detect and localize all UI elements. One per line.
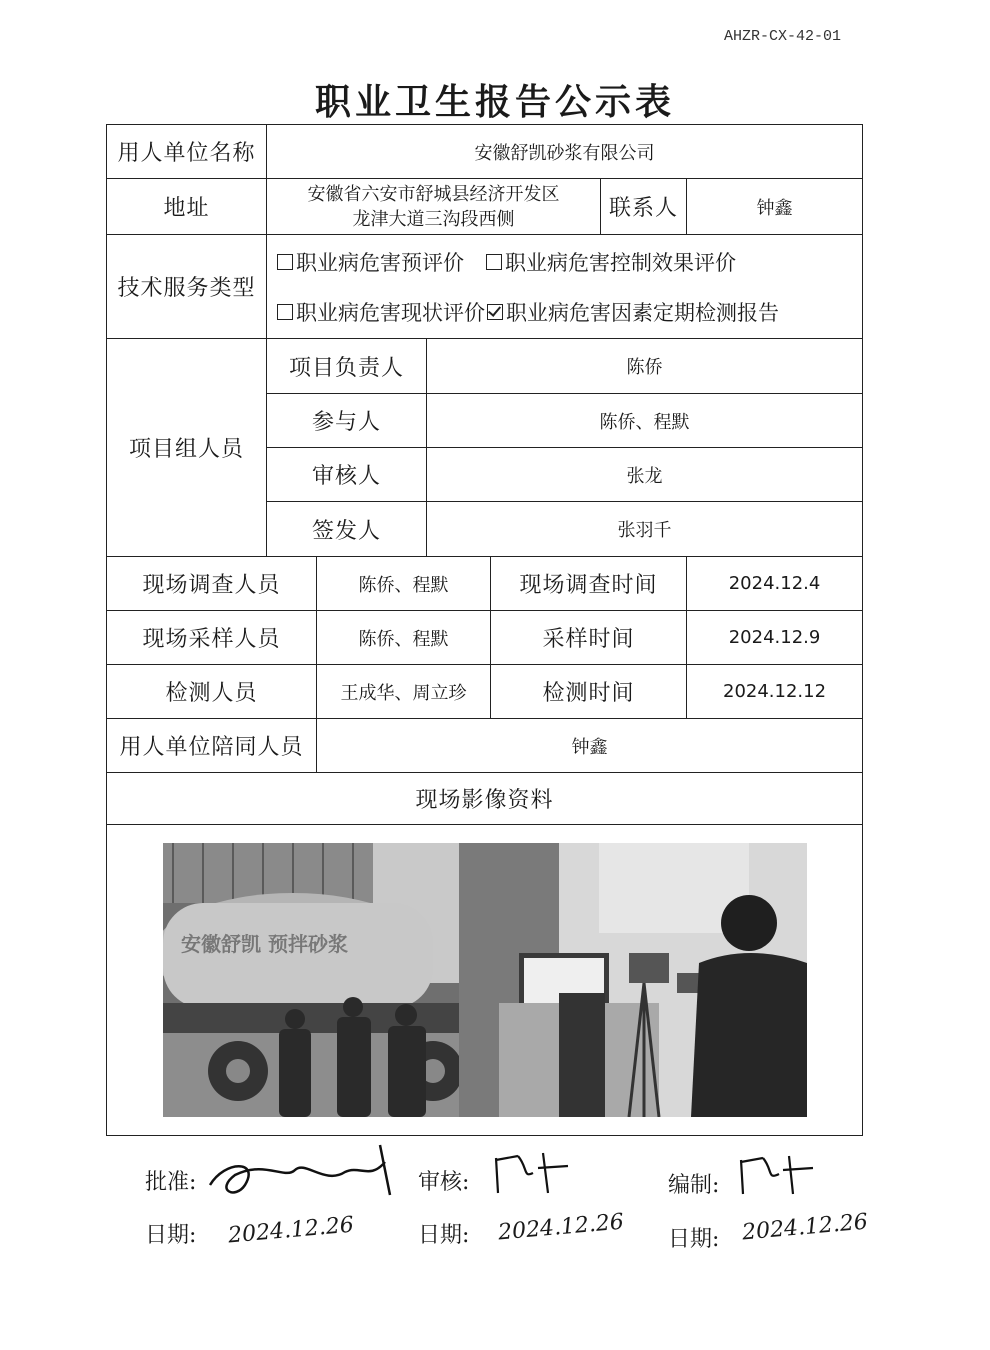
- review-date: 2024.12.26: [497, 1209, 625, 1246]
- checkbox-icon: [486, 254, 502, 270]
- field-time-label: 现场调查时间: [491, 557, 687, 611]
- employer-row: [107, 125, 863, 179]
- field-label: 现场调查人员: [107, 557, 317, 611]
- images-cell: [107, 825, 863, 1136]
- team-name: 张龙: [427, 448, 863, 502]
- option-periodic-detection[interactable]: 职业病危害因素定期检测报告: [487, 297, 779, 327]
- field-value: 陈侨、程默: [317, 557, 491, 611]
- field-time: 2024.12.9: [687, 611, 863, 665]
- escort-label: 用人单位陪同人员: [107, 719, 317, 773]
- escort-row: [107, 719, 863, 773]
- address-value: [267, 179, 601, 235]
- field-value: 陈侨、程默: [317, 611, 491, 665]
- field-label: 现场采样人员: [107, 611, 317, 665]
- document-code: AHZR-CX-42-01: [724, 28, 842, 45]
- field-time-label: 采样时间: [491, 611, 687, 665]
- address-row: [107, 179, 863, 235]
- approve-label: 批准:: [145, 1170, 197, 1195]
- approve-date: 2024.12.26: [227, 1212, 355, 1249]
- field-time: 2024.12.4: [687, 557, 863, 611]
- sampling-photo: [459, 843, 807, 1117]
- field-row: [107, 665, 863, 719]
- escort-value: 钟鑫: [317, 719, 863, 773]
- review-label: 审核:: [418, 1170, 470, 1195]
- option-control-evaluation[interactable]: 职业病危害控制效果评价: [486, 247, 736, 277]
- service-type-options: [267, 235, 863, 339]
- field-time: 2024.12.12: [687, 665, 863, 719]
- field-time-label: 检测时间: [491, 665, 687, 719]
- page-title: 职业卫生报告公示表: [314, 82, 675, 123]
- field-label: 检测人员: [107, 665, 317, 719]
- address-line1: 安徽省六安市舒城县经济开发区: [307, 183, 560, 205]
- approve-signature: [205, 1140, 415, 1200]
- prepare-label: 编制:: [668, 1173, 720, 1198]
- checkbox-icon: [277, 254, 293, 270]
- prepare-signature: [735, 1152, 825, 1202]
- employer-value: 安徽舒凯砂浆有限公司: [267, 125, 863, 179]
- option-pre-evaluation[interactable]: 职业病危害预评价: [277, 247, 464, 277]
- truck-label: 安徽舒凯 预拌砂浆: [180, 932, 348, 956]
- images-row: [107, 825, 863, 1136]
- service-type-label: 技术服务类型: [107, 235, 267, 339]
- review-date-label: 日期:: [418, 1223, 470, 1248]
- contact-label: 联系人: [601, 179, 687, 235]
- field-row: [107, 557, 863, 611]
- team-name: 张羽千: [427, 502, 863, 557]
- checkbox-icon: [277, 304, 293, 320]
- images-label: 现场影像资料: [107, 773, 863, 825]
- address-label: 地址: [107, 179, 267, 235]
- field-value: 王成华、周立珍: [317, 665, 491, 719]
- address-line2: 龙津大道三沟段西侧: [352, 208, 515, 230]
- team-role: 签发人: [267, 502, 427, 557]
- review-signature: [488, 1148, 578, 1203]
- team-role: 项目负责人: [267, 339, 427, 394]
- prepare-date: 2024.12.26: [741, 1209, 869, 1246]
- field-row: [107, 611, 863, 665]
- approve-date-label: 日期:: [145, 1223, 197, 1248]
- signature-section: [0, 1130, 990, 1250]
- team-name: 陈侨、程默: [427, 394, 863, 448]
- images-header-row: [107, 773, 863, 825]
- team-role: 参与人: [267, 394, 427, 448]
- checkbox-checked-icon: [487, 304, 503, 320]
- contact-value: 钟鑫: [687, 179, 863, 235]
- option-status-evaluation[interactable]: 职业病危害现状评价: [277, 297, 485, 327]
- team-name: 陈侨: [427, 339, 863, 394]
- prepare-date-label: 日期:: [668, 1227, 720, 1252]
- employer-label: 用人单位名称: [107, 125, 267, 179]
- team-role: 审核人: [267, 448, 427, 502]
- truck-photo: [163, 843, 459, 1117]
- report-table: [106, 124, 863, 1136]
- service-type-row: [107, 235, 863, 339]
- team-label: 项目组人员: [107, 339, 267, 557]
- team-row: [107, 339, 863, 394]
